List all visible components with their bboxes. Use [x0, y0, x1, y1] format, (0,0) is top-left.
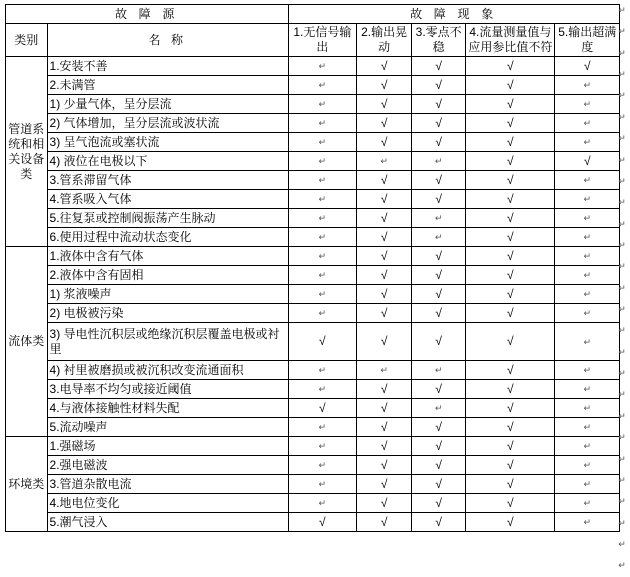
- pilcrow-mark: ↵: [618, 496, 626, 507]
- mark-cell-checked: √: [466, 152, 555, 171]
- mark-cell-checked: √: [555, 57, 620, 76]
- mark-cell-checked: √: [357, 209, 412, 228]
- header-symptom-1: 1.无信号输出: [288, 24, 357, 57]
- table-header-group-row: [6, 5, 620, 24]
- mark-cell-checked: √: [466, 95, 555, 114]
- mark-cell-checked: √: [412, 266, 466, 285]
- mark-cell-checked: √: [412, 57, 466, 76]
- pilcrow-mark: ↵: [318, 138, 327, 149]
- mark-cell-empty: [555, 228, 620, 247]
- mark-cell-empty: [555, 190, 620, 209]
- pilcrow-mark: ↵: [583, 337, 592, 348]
- mark-cell-checked: √: [412, 494, 466, 513]
- mark-cell-empty: [288, 209, 357, 228]
- pilcrow-mark: ↵: [318, 119, 327, 130]
- mark-cell-checked: √: [412, 285, 466, 304]
- pilcrow-mark: ↵: [318, 499, 327, 510]
- pilcrow-mark: ↵: [618, 368, 626, 379]
- pilcrow-mark: ↵: [618, 197, 626, 208]
- pilcrow-mark: ↵: [618, 538, 626, 549]
- pilcrow-mark: ↵: [618, 282, 626, 293]
- mark-cell-checked: √: [357, 399, 412, 418]
- paragraph-marks-column: [616, 0, 628, 577]
- table-row: [6, 133, 620, 152]
- table-row: [6, 247, 620, 266]
- pilcrow-mark: ↵: [583, 404, 592, 415]
- pilcrow-mark: ↵: [583, 423, 592, 434]
- mark-cell-checked: √: [412, 513, 466, 532]
- fault-source-name: 5.潮气浸入: [47, 513, 288, 532]
- mark-cell-empty: [288, 456, 357, 475]
- fault-source-name: 1) 浆液噪声: [47, 285, 288, 304]
- pilcrow-mark: ↵: [618, 175, 626, 186]
- mark-cell-checked: √: [357, 437, 412, 456]
- mark-cell-empty: [555, 475, 620, 494]
- mark-cell-checked: √: [412, 171, 466, 190]
- mark-cell-checked: √: [466, 399, 555, 418]
- mark-cell-checked: √: [466, 228, 555, 247]
- pilcrow-mark: ↵: [618, 410, 626, 421]
- mark-cell-empty: [288, 437, 357, 456]
- pilcrow-mark: ↵: [583, 214, 592, 225]
- mark-cell-empty: [555, 418, 620, 437]
- table-row: [6, 304, 620, 323]
- mark-cell-empty: [288, 133, 357, 152]
- mark-cell-checked: √: [412, 323, 466, 361]
- mark-cell-empty: [555, 266, 620, 285]
- pilcrow-mark: ↵: [318, 442, 327, 453]
- pilcrow-mark: ↵: [583, 81, 592, 92]
- pilcrow-mark: ↵: [318, 157, 327, 168]
- table-row: [6, 285, 620, 304]
- mark-cell-empty: [288, 380, 357, 399]
- fault-source-name: 4) 衬里被磨损或被沉积改变流通面积: [47, 361, 288, 380]
- mark-cell-empty: [555, 76, 620, 95]
- fault-source-name: 2) 电极被污染: [47, 304, 288, 323]
- mark-cell-checked: √: [357, 456, 412, 475]
- mark-cell-checked: √: [357, 418, 412, 437]
- pilcrow-mark: ↵: [583, 480, 592, 491]
- mark-cell-empty: [412, 228, 466, 247]
- mark-cell-empty: [555, 95, 620, 114]
- fault-source-name: 2.未满管: [47, 76, 288, 95]
- table-row: [6, 114, 620, 133]
- mark-cell-empty: [288, 190, 357, 209]
- fault-source-name: 5.往复泵或控制阀振荡产生脉动: [47, 209, 288, 228]
- table-row: [6, 266, 620, 285]
- mark-cell-empty: [555, 494, 620, 513]
- mark-cell-empty: [357, 152, 412, 171]
- mark-cell-checked: √: [466, 380, 555, 399]
- mark-cell-checked: √: [357, 76, 412, 95]
- mark-cell-empty: [288, 285, 357, 304]
- pilcrow-mark: ↵: [318, 480, 327, 491]
- mark-cell-checked: √: [288, 513, 357, 532]
- fault-source-name: 4.地电位变化: [47, 494, 288, 513]
- pilcrow-mark: ↵: [318, 195, 327, 206]
- mark-cell-checked: √: [357, 475, 412, 494]
- mark-cell-checked: √: [288, 399, 357, 418]
- pilcrow-mark: ↵: [434, 404, 443, 415]
- table-row: [6, 380, 620, 399]
- pilcrow-mark: ↵: [618, 304, 626, 315]
- mark-cell-empty: [555, 114, 620, 133]
- pilcrow-mark: ↵: [618, 325, 626, 336]
- pilcrow-mark: ↵: [618, 111, 626, 122]
- mark-cell-empty: [555, 361, 620, 380]
- mark-cell-empty: [555, 399, 620, 418]
- mark-cell-checked: √: [357, 266, 412, 285]
- mark-cell-empty: [555, 456, 620, 475]
- fault-source-name: 3.电导率不均匀或接近阈值: [47, 380, 288, 399]
- pilcrow-mark: ↵: [618, 389, 626, 400]
- pilcrow-mark: ↵: [583, 100, 592, 111]
- mark-cell-empty: [555, 285, 620, 304]
- table-row: [6, 209, 620, 228]
- category-cell: 环境类: [6, 437, 48, 532]
- mark-cell-checked: √: [466, 266, 555, 285]
- table-row: [6, 437, 620, 456]
- fault-source-name: 4.与液体接触性材料失配: [47, 399, 288, 418]
- mark-cell-checked: √: [357, 228, 412, 247]
- pilcrow-mark: ↵: [583, 290, 592, 301]
- table-row: [6, 399, 620, 418]
- pilcrow-mark: ↵: [618, 517, 626, 528]
- table-body: [6, 57, 620, 532]
- category-cell: 流体类: [6, 247, 48, 437]
- fault-source-name: 3.管系滞留气体: [47, 171, 288, 190]
- mark-cell-checked: √: [412, 133, 466, 152]
- mark-cell-checked: √: [357, 57, 412, 76]
- mark-cell-checked: √: [466, 513, 555, 532]
- mark-cell-empty: [288, 304, 357, 323]
- header-symptom-3: 3.零点不稳: [412, 24, 466, 57]
- table-row: [6, 190, 620, 209]
- mark-cell-empty: [288, 494, 357, 513]
- mark-cell-empty: [412, 399, 466, 418]
- mark-cell-checked: √: [466, 494, 555, 513]
- mark-cell-checked: √: [357, 380, 412, 399]
- pilcrow-mark: ↵: [318, 461, 327, 472]
- pilcrow-mark: ↵: [434, 157, 443, 168]
- table-row: [6, 228, 620, 247]
- mark-cell-checked: √: [412, 456, 466, 475]
- mark-cell-checked: √: [357, 171, 412, 190]
- mark-cell-checked: √: [466, 361, 555, 380]
- fault-source-name: 4.管系吸入气体: [47, 190, 288, 209]
- mark-cell-empty: [288, 57, 357, 76]
- mark-cell-checked: √: [357, 114, 412, 133]
- fault-source-name: 1.液体中含有气体: [47, 247, 288, 266]
- mark-cell-empty: [555, 437, 620, 456]
- pilcrow-mark: ↵: [618, 5, 626, 15]
- mark-cell-checked: √: [466, 285, 555, 304]
- pilcrow-mark: ↵: [318, 252, 327, 263]
- mark-cell-checked: √: [357, 190, 412, 209]
- header-group-source: 故 障 源: [6, 5, 289, 24]
- mark-cell-checked: √: [357, 285, 412, 304]
- pilcrow-mark: ↵: [618, 90, 626, 101]
- pilcrow-mark: ↵: [380, 157, 388, 168]
- pilcrow-mark: ↵: [434, 214, 443, 225]
- pilcrow-mark: ↵: [583, 385, 592, 396]
- table-row: [6, 323, 620, 361]
- mark-cell-checked: √: [466, 456, 555, 475]
- mark-cell-empty: [288, 418, 357, 437]
- fault-diagnosis-table: [5, 4, 620, 532]
- pilcrow-mark: ↵: [318, 81, 327, 92]
- mark-cell-checked: √: [466, 418, 555, 437]
- pilcrow-mark: ↵: [583, 518, 592, 529]
- mark-cell-empty: [288, 171, 357, 190]
- mark-cell-checked: √: [412, 475, 466, 494]
- mark-cell-empty: [555, 171, 620, 190]
- table-row: [6, 418, 620, 437]
- mark-cell-checked: √: [412, 190, 466, 209]
- mark-cell-empty: [288, 247, 357, 266]
- pilcrow-mark: ↵: [380, 366, 388, 377]
- mark-cell-checked: √: [466, 76, 555, 95]
- mark-cell-checked: √: [357, 304, 412, 323]
- pilcrow-mark: ↵: [583, 499, 592, 510]
- pilcrow-mark: ↵: [583, 271, 592, 282]
- pilcrow-mark: ↵: [618, 261, 626, 272]
- mark-cell-empty: [555, 247, 620, 266]
- fault-source-name: 1) 少量气体，呈分层流: [47, 95, 288, 114]
- fault-source-name: 1.安装不善: [47, 57, 288, 76]
- pilcrow-mark: ↵: [583, 461, 592, 472]
- mark-cell-checked: √: [466, 209, 555, 228]
- mark-cell-checked: √: [466, 323, 555, 361]
- mark-cell-checked: √: [357, 323, 412, 361]
- table-row: [6, 361, 620, 380]
- mark-cell-empty: [555, 304, 620, 323]
- pilcrow-mark: ↵: [583, 366, 592, 377]
- table-row: [6, 475, 620, 494]
- pilcrow-mark: ↵: [618, 133, 626, 144]
- mark-cell-empty: [288, 76, 357, 95]
- mark-cell-checked: √: [412, 437, 466, 456]
- pilcrow-mark: ↵: [618, 432, 626, 443]
- fault-source-name: 2) 气体增加，呈分层流或波状流: [47, 114, 288, 133]
- header-category: 类别: [6, 24, 48, 57]
- mark-cell-checked: √: [357, 513, 412, 532]
- pilcrow-mark: ↵: [583, 138, 592, 149]
- mark-cell-empty: [412, 209, 466, 228]
- mark-cell-checked: √: [466, 114, 555, 133]
- fault-source-name: 3.管道杂散电流: [47, 475, 288, 494]
- mark-cell-checked: √: [412, 95, 466, 114]
- mark-cell-empty: [412, 361, 466, 380]
- header-name: 名 称: [47, 24, 288, 57]
- header-group-symptom: 故 障 现 象: [288, 5, 619, 24]
- pilcrow-mark: ↵: [318, 290, 327, 301]
- header-symptom-4: 4.流量测量值与应用参比值不符: [466, 24, 555, 57]
- pilcrow-mark: ↵: [618, 154, 626, 165]
- mark-cell-checked: √: [412, 304, 466, 323]
- fault-source-name: 3) 导电性沉积层或绝缘沉积层覆盖电极或衬里: [47, 323, 288, 361]
- mark-cell-empty: [555, 513, 620, 532]
- mark-cell-checked: √: [466, 304, 555, 323]
- pilcrow-mark: ↵: [318, 214, 327, 225]
- mark-cell-checked: √: [412, 247, 466, 266]
- table-row: [6, 57, 620, 76]
- pilcrow-mark: ↵: [618, 69, 626, 80]
- mark-cell-empty: [288, 228, 357, 247]
- pilcrow-mark: ↵: [318, 385, 327, 396]
- pilcrow-mark: ↵: [318, 271, 327, 282]
- mark-cell-empty: [555, 323, 620, 361]
- mark-cell-empty: [288, 266, 357, 285]
- table-row: [6, 152, 620, 171]
- pilcrow-mark: ↵: [318, 100, 327, 111]
- pilcrow-mark: ↵: [618, 474, 626, 485]
- mark-cell-empty: [288, 114, 357, 133]
- table-row: [6, 513, 620, 532]
- table-header-row: [6, 24, 620, 57]
- mark-cell-empty: [555, 133, 620, 152]
- pilcrow-mark: ↵: [618, 453, 626, 464]
- pilcrow-mark: ↵: [318, 176, 327, 187]
- mark-cell-checked: √: [412, 380, 466, 399]
- fault-source-name: 3) 呈气泡流或塞状流: [47, 133, 288, 152]
- mark-cell-checked: √: [466, 57, 555, 76]
- pilcrow-mark: ↵: [318, 62, 327, 73]
- mark-cell-checked: √: [466, 475, 555, 494]
- mark-cell-empty: [357, 361, 412, 380]
- pilcrow-mark: ↵: [618, 346, 626, 357]
- mark-cell-checked: √: [288, 323, 357, 361]
- mark-cell-checked: √: [357, 133, 412, 152]
- pilcrow-mark: ↵: [618, 47, 626, 58]
- pilcrow-mark: ↵: [318, 366, 327, 377]
- pilcrow-mark: ↵: [434, 233, 443, 244]
- fault-source-name: 1.强磁场: [47, 437, 288, 456]
- pilcrow-mark: ↵: [318, 309, 327, 320]
- pilcrow-mark: ↵: [618, 26, 626, 37]
- table-row: [6, 76, 620, 95]
- pilcrow-mark: ↵: [583, 233, 592, 244]
- mark-cell-checked: √: [412, 418, 466, 437]
- mark-cell-checked: √: [555, 152, 620, 171]
- pilcrow-mark: ↵: [318, 423, 327, 434]
- pilcrow-mark: ↵: [318, 233, 327, 244]
- mark-cell-checked: √: [466, 133, 555, 152]
- pilcrow-mark: ↵: [583, 309, 592, 320]
- mark-cell-checked: √: [412, 76, 466, 95]
- pilcrow-mark: ↵: [583, 119, 592, 130]
- fault-source-name: 4) 液位在电极以下: [47, 152, 288, 171]
- mark-cell-checked: √: [466, 171, 555, 190]
- table-row: [6, 494, 620, 513]
- mark-cell-checked: √: [357, 494, 412, 513]
- fault-source-name: 2.液体中含有固相: [47, 266, 288, 285]
- mark-cell-checked: √: [466, 437, 555, 456]
- mark-cell-checked: √: [357, 95, 412, 114]
- mark-cell-empty: [555, 209, 620, 228]
- mark-cell-empty: [412, 152, 466, 171]
- header-symptom-2: 2.输出晃动: [357, 24, 412, 57]
- header-symptom-5: 5.输出超满度: [555, 24, 620, 57]
- mark-cell-empty: [288, 152, 357, 171]
- category-cell: 管道系统和相关设备类: [6, 57, 48, 247]
- pilcrow-mark: ↵: [583, 195, 592, 206]
- mark-cell-checked: √: [466, 247, 555, 266]
- fault-source-name: 6.使用过程中流动状态变化: [47, 228, 288, 247]
- pilcrow-mark: ↵: [434, 366, 443, 377]
- table-row: [6, 171, 620, 190]
- pilcrow-mark: ↵: [618, 218, 626, 229]
- mark-cell-empty: [288, 361, 357, 380]
- table-row: [6, 456, 620, 475]
- mark-cell-checked: √: [466, 190, 555, 209]
- mark-cell-checked: √: [357, 247, 412, 266]
- fault-source-name: 5.流动噪声: [47, 418, 288, 437]
- fault-source-name: 2.强电磁波: [47, 456, 288, 475]
- pilcrow-mark: ↵: [618, 239, 626, 250]
- mark-cell-empty: [555, 380, 620, 399]
- pilcrow-mark: ↵: [583, 442, 592, 453]
- mark-cell-empty: [288, 475, 357, 494]
- pilcrow-mark: ↵: [583, 176, 592, 187]
- table-row: [6, 95, 620, 114]
- mark-cell-checked: √: [412, 114, 466, 133]
- mark-cell-empty: [288, 95, 357, 114]
- pilcrow-mark: ↵: [583, 252, 592, 263]
- pilcrow-mark: ↵: [618, 560, 626, 571]
